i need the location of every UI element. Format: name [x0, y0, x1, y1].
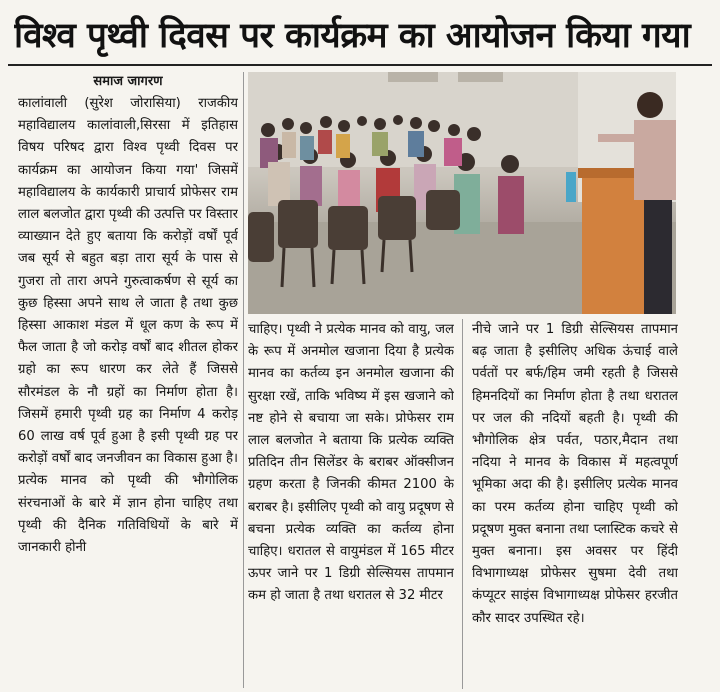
headline: विश्व पृथ्वी दिवस पर कार्यक्रम का आयोजन किया गया	[14, 16, 691, 56]
article-column-2: चाहिए। पृथ्वी ने प्रत्येक मानव को वायु, जल के रूप में अनमोल खजाना दिया है प्रत्येक मानव का कर्तव्य इन अनमोल खजाना की सुरक्षा रखें, ताकि भविष्य में इस खजाने को नष्ट होने से बचाया जा सके। प्रोफेसर राम लाल बलजोत ने बताया कि प्रत्येक व्यक्ति प्रतिदिन तीन सिलेंडर के बराबर ऑक्सीजन ग्रहण करता है जिनकी कीमत 2100 के बराबर है। इसीलिए पृथ्वी को वायु प्रदूषण से बचना प्रत्येक व्यक्ति का कर्तव्य होना चाहिए। धरातल से वायुमंडल में 165 मीटर ऊपर जाने पर 1 डिग्री सेल्सियस तापमान कम हो जाता है तथा धरातल से 32 मीटर	[248, 322, 454, 604]
column-divider	[243, 72, 244, 688]
previous-article-strip	[0, 0, 720, 8]
event-photo	[248, 72, 676, 314]
byline: समाज जागरण	[93, 74, 163, 89]
event-photo-illustration	[248, 72, 676, 314]
article-column-1: कालांवाली (सुरेश जोरासिया) राजकीय महाविद्यालय कालांवाली,सिरसा में इतिहास विषय परिषद द्वारा विश्व पृथ्वी दिवस पर कार्यक्रम का आयोजन किया गया' जिसमें महाविद्यालय के कार्यकारी प्राचार्य प्रोफेसर राम लाल बलजोत द्वारा पृथ्वी की उत्पत्ति पर विस्तार व्याख्यान देते हुए बताया कि करोड़ों वर्षों पूर्व जब सूर्य से बहुत बड़ा तारा सूर्य के पास से गुजरा तो तारा अपने गुरुत्वाकर्षण से सूर्य का कुछ हिस्सा अपने साथ ले जाता है तथा कुछ हिस्सा आकाश मंडल में धूल कण के रूप में फैल जाता है जो करोड़ वर्षों बाद शीतल होकर ग्रहो का रूप धारण कर लेते हैं जिससे सौरमंडल के नौ ग्रहों का निर्माण होता है। जिसमें हमारी पृथ्वी ग्रह का निर्माण 4 करोड़ 60 लाख वर्ष पूर्व हुआ है इसी पृथ्वी ग्रह पर करोड़ों वर्षों बाद जनजीवन का विकास हुआ है। प्रत्येक मानव को पृथ्वी की भौगोलिक संरचनाओं के बारे में ज्ञान होना चाहिए तथा पृथ्वी की दैनिक गतिविधियों के बारे में जानकारी होनी	[18, 96, 238, 556]
article-column-3: नीचे जाने पर 1 डिग्री सेल्सियस तापमान बढ़ जाता है इसीलिए अधिक ऊंचाई वाले पर्वतों पर बर्फ/हिम जमी रहती है जिससे हिमनदियों का निर्माण होता है तथा धरातल पर जल की नदियों बहती है। पृथ्वी की भौगोलिक क्षेत्र पर्वत, पठार,मैदान तथा नदिया ने मानव के विकास में महत्वपूर्ण भूमिका अदा की है। इसीलिए प्रत्येक मानव का परम कर्तव्य होना चाहिए पृथ्वी को प्रदूषण मुक्त बनाना तथा प्लास्टिक कचरे से मुक्त बनाना। इस अवसर पर हिंदी विभागाध्यक्ष प्रोफेसर सुषमा देवी तथा कंप्यूटर साइंस विभागाध्यक्ष प्रोफेसर हरजीत कौर सादर उपस्थित रहे।	[472, 322, 678, 626]
column-divider	[462, 319, 463, 689]
headline-rule	[8, 64, 712, 66]
